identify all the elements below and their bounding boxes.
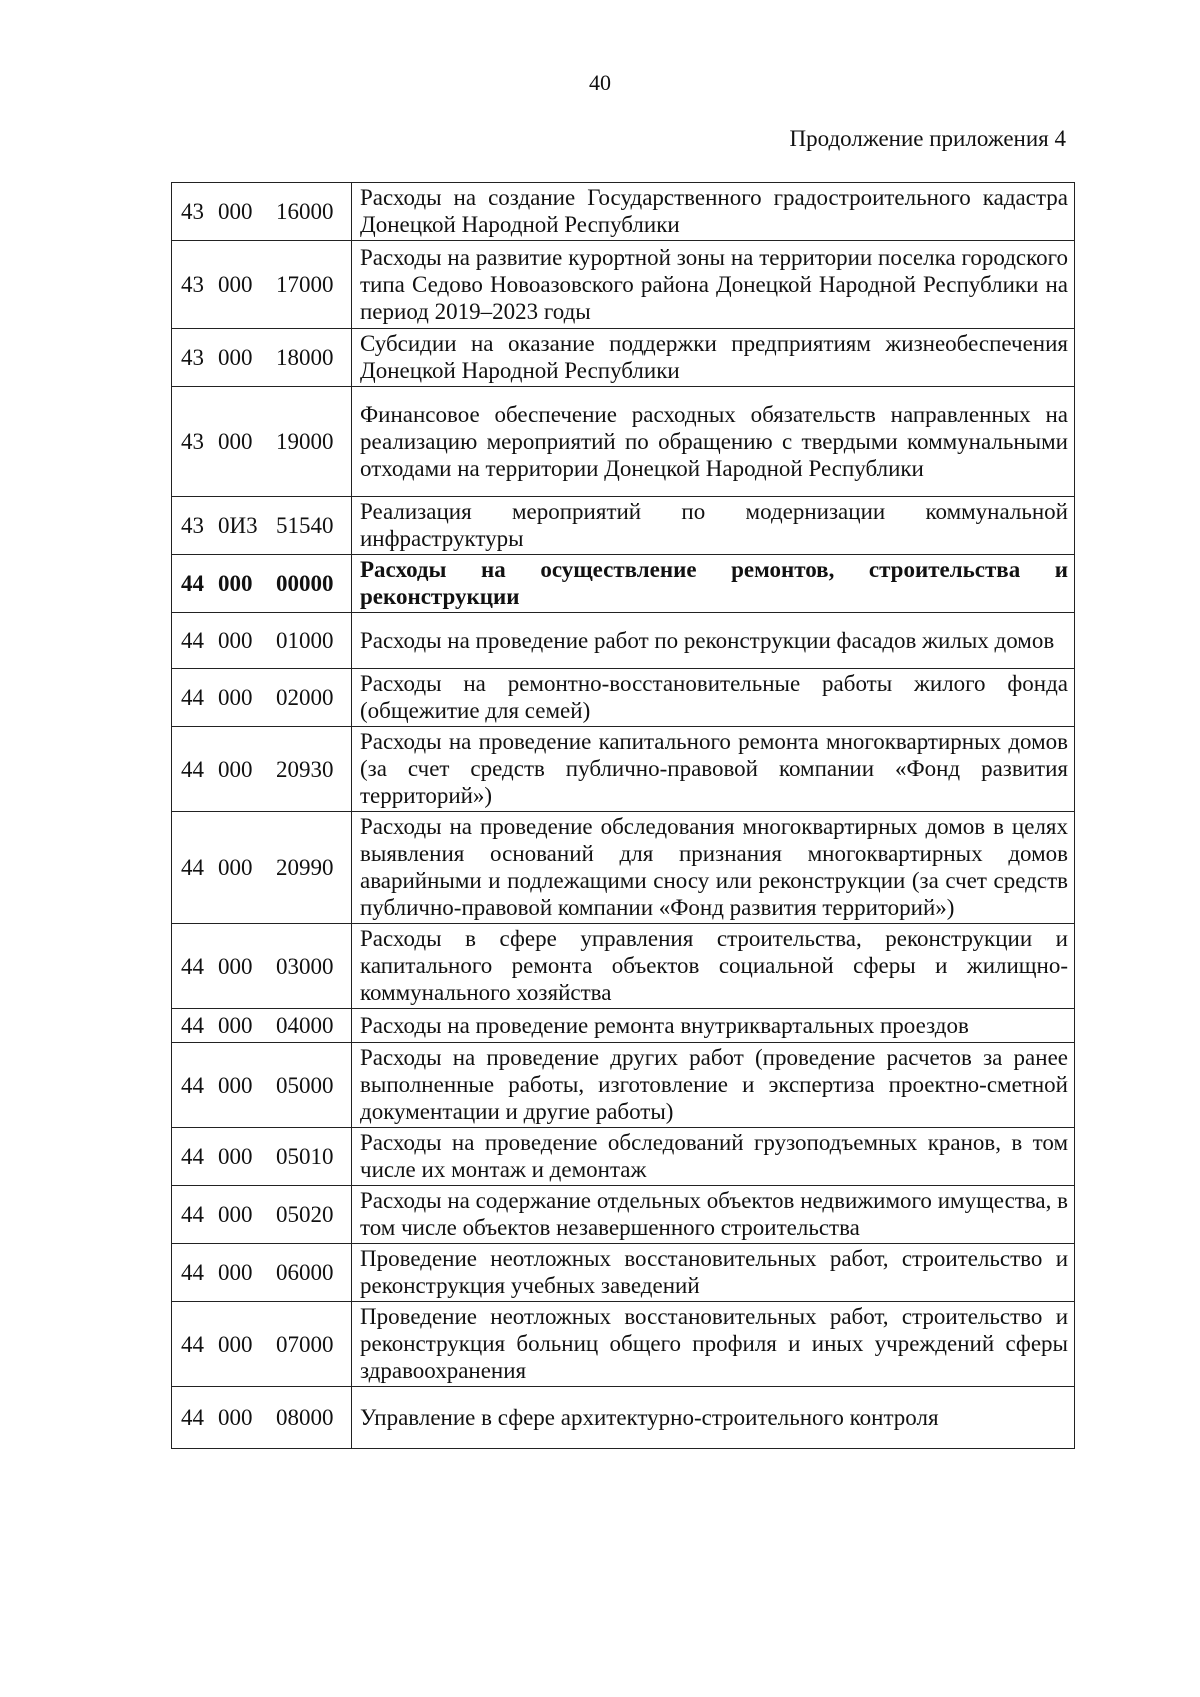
code-part-subprogram: 000 bbox=[218, 1331, 253, 1357]
code-part-subprogram: 000 bbox=[218, 429, 253, 454]
appendix-continuation-note: Продолжение приложения 4 bbox=[789, 126, 1066, 151]
page-number: 40 bbox=[589, 70, 611, 95]
budget-code-table bbox=[171, 182, 1075, 1449]
classification-code-cell bbox=[172, 329, 352, 387]
expense-description-cell: Финансовое обеспечение расходных обязательств направленных на реализацию мероприятий по обращению с твердыми коммунальными отходами на территории Донецкой Народной Республики bbox=[352, 387, 1075, 497]
code-part-subprogram: 000 bbox=[218, 199, 253, 224]
code-part-direction: 18000 bbox=[276, 345, 334, 370]
code-part-direction: 17000 bbox=[276, 272, 334, 297]
code-part-program: 43 bbox=[181, 345, 204, 370]
code-part-subprogram: 000 bbox=[218, 571, 253, 596]
classification-code-cell bbox=[172, 1009, 352, 1043]
expense-description-cell: Расходы на проведение капитального ремонта многоквартирных домов (за счет средств публично-правовой компании «Фонд развития территорий») bbox=[352, 727, 1075, 812]
code-part-direction: 07000 bbox=[276, 1331, 334, 1357]
classification-code-cell bbox=[172, 555, 352, 613]
code-part-direction: 04000 bbox=[276, 1013, 334, 1038]
classification-code-cell bbox=[172, 1302, 352, 1387]
expense-description-cell: Расходы на проведение других работ (проведение расчетов за ранее выполненные работы, изготовление и экспертиза проектно-сметной документации и другие работы) bbox=[352, 1043, 1075, 1128]
code-part-subprogram: 000 bbox=[218, 1202, 253, 1227]
code-part-subprogram: 000 bbox=[218, 628, 253, 653]
code-part-program: 44 bbox=[181, 628, 204, 653]
code-part-subprogram: 000 bbox=[218, 1405, 253, 1430]
expense-description-cell: Расходы на содержание отдельных объектов недвижимого имущества, в том числе объектов незавершенного строительства bbox=[352, 1186, 1075, 1244]
code-part-direction: 08000 bbox=[276, 1405, 334, 1430]
classification-code-cell bbox=[172, 924, 352, 1009]
table-row bbox=[172, 1128, 1075, 1186]
expense-description-cell: Расходы на проведение обследований грузоподъемных кранов, в том числе их монтаж и демонтаж bbox=[352, 1128, 1075, 1186]
code-part-subprogram: 000 bbox=[218, 756, 253, 782]
code-part-program: 43 bbox=[181, 513, 204, 538]
code-part-direction: 16000 bbox=[276, 199, 334, 224]
expense-description-cell: Расходы в сфере управления строительства, реконструкции и капитального ремонта объектов социальной сферы и жилищно-коммунального хозяйства bbox=[352, 924, 1075, 1009]
table-row bbox=[172, 1043, 1075, 1128]
table-body bbox=[172, 183, 1075, 1449]
code-part-program: 44 bbox=[181, 1072, 204, 1098]
code-part-program: 44 bbox=[181, 756, 204, 782]
code-part-direction: 05000 bbox=[276, 1072, 334, 1098]
table-row bbox=[172, 183, 1075, 241]
table-row bbox=[172, 1009, 1075, 1043]
code-part-program: 44 bbox=[181, 571, 204, 596]
expense-description-cell: Проведение неотложных восстановительных работ, строительство и реконструкция учебных заведений bbox=[352, 1244, 1075, 1302]
table-row bbox=[172, 241, 1075, 329]
code-part-direction: 06000 bbox=[276, 1260, 334, 1285]
code-part-program: 43 bbox=[181, 272, 204, 297]
classification-code-cell bbox=[172, 812, 352, 924]
code-part-program: 43 bbox=[181, 429, 204, 454]
expense-description-cell: Расходы на проведение работ по реконструкции фасадов жилых домов bbox=[352, 613, 1075, 669]
classification-code-cell bbox=[172, 241, 352, 329]
classification-code-cell bbox=[172, 1186, 352, 1244]
code-part-subprogram: 000 bbox=[218, 1013, 253, 1038]
code-part-program: 44 bbox=[181, 1202, 204, 1227]
classification-code-cell bbox=[172, 727, 352, 812]
table-row bbox=[172, 613, 1075, 669]
classification-code-cell bbox=[172, 1128, 352, 1186]
code-part-direction: 19000 bbox=[276, 429, 334, 454]
code-part-subprogram: 000 bbox=[218, 1260, 253, 1285]
classification-code-cell bbox=[172, 1043, 352, 1128]
code-part-program: 44 bbox=[181, 1331, 204, 1357]
expense-description-cell: Расходы на проведение обследования многоквартирных домов в целях выявления оснований для признания многоквартирных домов аварийными и подлежащими сносу или реконструкции (за счет средств публично-правовой компании «Фонд развития территорий») bbox=[352, 812, 1075, 924]
code-part-subprogram: 000 bbox=[218, 953, 253, 979]
code-part-program: 44 bbox=[181, 855, 204, 880]
code-part-direction: 51540 bbox=[276, 513, 334, 538]
expense-description-cell: Субсидии на оказание поддержки предприятиям жизнеобеспечения Донецкой Народной Республики bbox=[352, 329, 1075, 387]
expense-description-cell: Расходы на осуществление ремонтов, строительства и реконструкции bbox=[352, 555, 1075, 613]
classification-code-cell bbox=[172, 497, 352, 555]
classification-code-cell bbox=[172, 669, 352, 727]
code-part-program: 44 bbox=[181, 685, 204, 710]
code-part-subprogram: 000 bbox=[218, 345, 253, 370]
expense-description-cell: Управление в сфере архитектурно-строительного контроля bbox=[352, 1387, 1075, 1449]
code-part-program: 44 bbox=[181, 1144, 204, 1169]
table-row bbox=[172, 497, 1075, 555]
table-row bbox=[172, 1244, 1075, 1302]
code-part-direction: 00000 bbox=[276, 571, 334, 596]
table-row bbox=[172, 1302, 1075, 1387]
code-part-direction: 03000 bbox=[276, 953, 334, 979]
code-part-program: 44 bbox=[181, 1405, 204, 1430]
code-part-direction: 20930 bbox=[276, 756, 334, 782]
code-part-direction: 01000 bbox=[276, 628, 334, 653]
table-row bbox=[172, 329, 1075, 387]
code-part-direction: 02000 bbox=[276, 685, 334, 710]
expense-description-cell: Реализация мероприятий по модернизации коммунальной инфраструктуры bbox=[352, 497, 1075, 555]
expense-description-cell: Расходы на проведение ремонта внутриквартальных проездов bbox=[352, 1009, 1075, 1043]
code-part-subprogram: 000 bbox=[218, 1072, 253, 1098]
code-part-subprogram: 000 bbox=[218, 685, 253, 710]
table-row bbox=[172, 812, 1075, 924]
code-part-direction: 20990 bbox=[276, 855, 334, 880]
table-row bbox=[172, 669, 1075, 727]
expense-description-cell: Проведение неотложных восстановительных работ, строительство и реконструкция больниц общего профиля и иных учреждений сферы здравоохранения bbox=[352, 1302, 1075, 1387]
classification-code-cell bbox=[172, 387, 352, 497]
table-row bbox=[172, 924, 1075, 1009]
classification-code-cell bbox=[172, 1244, 352, 1302]
classification-code-cell bbox=[172, 1387, 352, 1449]
expense-description-cell: Расходы на создание Государственного градостроительного кадастра Донецкой Народной Республики bbox=[352, 183, 1075, 241]
code-part-subprogram: 000 bbox=[218, 855, 253, 880]
code-part-program: 43 bbox=[181, 199, 204, 224]
classification-code-cell bbox=[172, 613, 352, 669]
code-part-direction: 05020 bbox=[276, 1202, 334, 1227]
expense-description-cell: Расходы на развитие курортной зоны на территории поселка городского типа Седово Новоазовского района Донецкой Народной Республики на период 2019–2023 годы bbox=[352, 241, 1075, 329]
code-part-program: 44 bbox=[181, 1013, 204, 1038]
code-part-direction: 05010 bbox=[276, 1144, 334, 1169]
classification-code-cell bbox=[172, 183, 352, 241]
table-row bbox=[172, 727, 1075, 812]
table-row bbox=[172, 1186, 1075, 1244]
table-row bbox=[172, 387, 1075, 497]
code-part-subprogram: 000 bbox=[218, 272, 253, 297]
table-row bbox=[172, 555, 1075, 613]
code-part-subprogram: 000 bbox=[218, 1144, 253, 1169]
code-part-program: 44 bbox=[181, 1260, 204, 1285]
expense-description-cell: Расходы на ремонтно-восстановительные работы жилого фонда (общежитие для семей) bbox=[352, 669, 1075, 727]
table-row bbox=[172, 1387, 1075, 1449]
code-part-program: 44 bbox=[181, 953, 204, 979]
code-part-subprogram: 0И3 bbox=[218, 513, 258, 538]
